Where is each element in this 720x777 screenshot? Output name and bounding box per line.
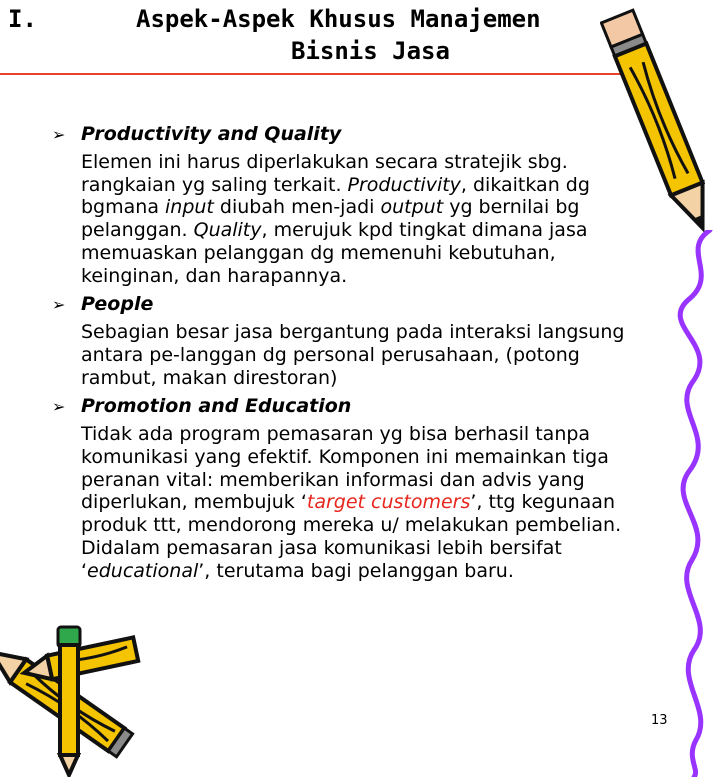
bullet-heading: Productivity and Quality	[81, 123, 342, 145]
arrow-right-icon: ➢	[52, 125, 66, 144]
title-line-1: Aspek-Aspek Khusus Manajemen	[136, 5, 541, 33]
paragraph-productivity: Elemen ini harus diperlakukan secara stratejik sbg. rangkaian yg saling terkait. Productivity, dikaitkan dg bgmana input diubah men-jadi output yg bernilai bg pelanggan. Quality, merujuk kpd tingkat dimana jasa memuaskan pelanggan dg memenuhi kebutuhan, keinginan, dan harapannya.	[81, 151, 590, 287]
title-line-2: Bisnis Jasa	[291, 37, 450, 65]
bullet-heading: People	[81, 293, 154, 316]
pencil-icon	[600, 0, 720, 240]
bullet-productivity	[48, 122, 648, 147]
arrow-right-icon: ➢	[52, 397, 66, 417]
arrow-right-icon: ➢	[52, 295, 66, 315]
highlight-target-customers: target customers	[306, 491, 471, 514]
paragraph-promotion: Tidak ada program pemasaran yg bisa berhasil tanpa komunikasi yang efektif. Komponen ini memainkan tiga peranan vital: memberikan informasi dan advis yang diperlukan, membujuk ‘target customers’, ttg kegunaan produk ttt, mendorong mereka u/ melakukan pembelian. Didalam pemasaran jasa komunikasi lebih bersifat ‘educational’, terutama bagi pelanggan baru.	[81, 423, 622, 582]
squiggle-line-icon	[650, 230, 720, 777]
page-number: 13	[651, 713, 668, 728]
bullet-heading: Promotion and Education	[81, 395, 352, 418]
title-number: I.	[8, 5, 37, 33]
bullet-promotion	[48, 394, 648, 419]
slide-body	[48, 122, 648, 587]
pencils-icon	[0, 625, 160, 777]
paragraph-people: Sebagian besar jasa bergantung pada interaksi langsung antara pe-langgan dg personal perusahaan, (potong rambut, makan direstoran)	[81, 321, 625, 389]
bullet-people	[48, 292, 648, 317]
title-underline	[0, 73, 625, 75]
